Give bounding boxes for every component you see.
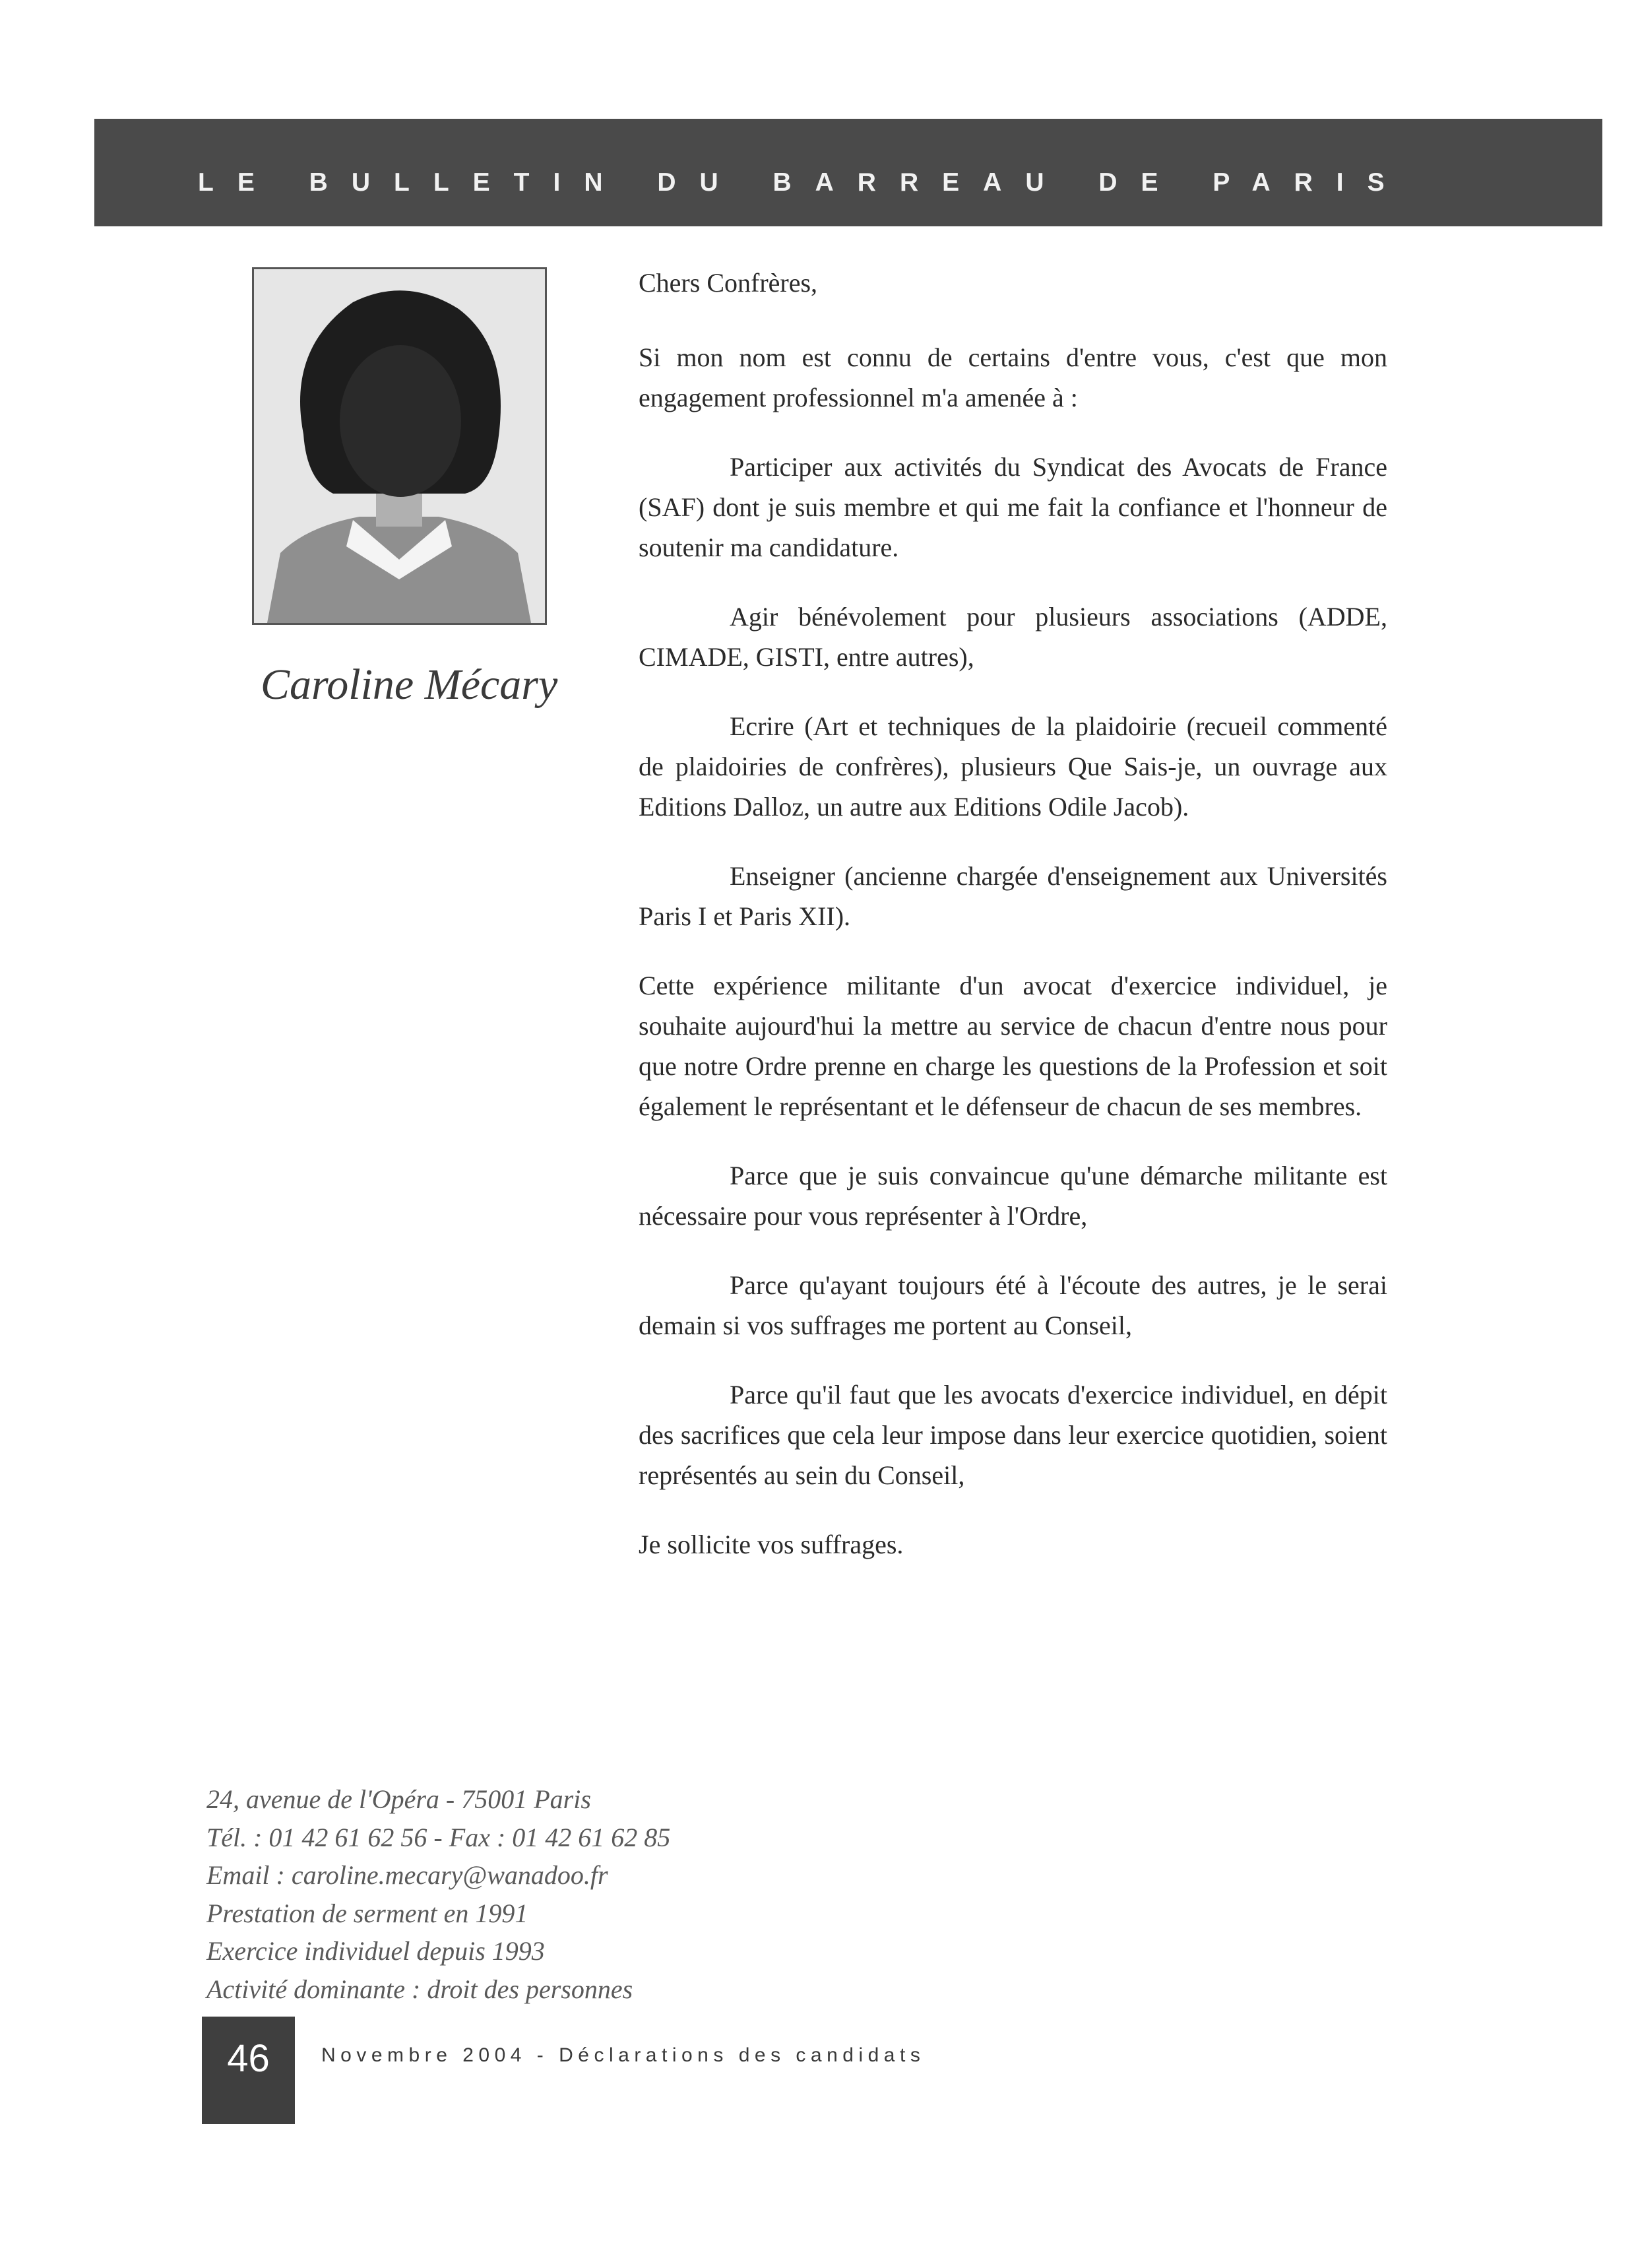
letter-paragraph: Enseigner (ancienne chargée d'enseignement aux Universités Paris I et Paris XII). [639, 861, 1387, 931]
contact-email: Email : caroline.mecary@wanadoo.fr [206, 1860, 608, 1890]
letter-paragraph: Cette expérience militante d'un avocat d'exercice individuel, je souhaite aujourd'hui la mettre au service de chacun d'entre nous pour que notre Ordre prenne en charge les questions de la Profession et soit également le représentant et le défenseur de chacun de ses membres. [639, 971, 1387, 1121]
contact-block [206, 1780, 670, 2008]
portrait-image [254, 269, 545, 623]
contact-practice: Exercice individuel depuis 1993 [206, 1936, 545, 1966]
letter-closing: Je sollicite vos suffrages. [639, 1530, 904, 1559]
letter-paragraph: Agir bénévolement pour plusieurs associations (ADDE, CIMADE, GISTI, entre autres), [639, 602, 1387, 672]
letter-paragraph: Parce qu'ayant toujours été à l'écoute des autres, je le serai demain si vos suffrages me portent au Conseil, [639, 1270, 1387, 1340]
salutation: Chers Confrères, [639, 268, 818, 298]
page-number-box [202, 2017, 295, 2124]
candidate-photo [252, 267, 547, 625]
letter-paragraph: Participer aux activités du Syndicat des Avocats de France (SAF) dont je suis membre et qui me fait la confiance et l'honneur de soutenir ma candidature. [639, 452, 1387, 562]
footer-caption: Novembre 2004 - Déclarations des candidats [321, 2044, 926, 2066]
contact-oath: Prestation de serment en 1991 [206, 1898, 528, 1928]
letter-paragraph: Si mon nom est connu de certains d'entre vous, c'est que mon engagement professionnel m'a amenée à : [639, 342, 1387, 412]
candidate-name: Caroline Mécary [261, 661, 558, 709]
letter-paragraph: Parce qu'il faut que les avocats d'exercice individuel, en dépit des sacrifices que cela leur impose dans leur exercice quotidien, soient représentés au sein du Conseil, [639, 1380, 1387, 1490]
contact-phone-fax: Tél. : 01 42 61 62 56 - Fax : 01 42 61 62 85 [206, 1822, 671, 1852]
contact-address: 24, avenue de l'Opéra - 75001 Paris [206, 1784, 591, 1814]
publication-title: LE BULLETIN DU BARREAU DE PARIS [198, 168, 1408, 197]
contact-activity: Activité dominante : droit des personnes [206, 1974, 633, 2004]
letter-paragraph: Parce que je suis convaincue qu'une démarche militante est nécessaire pour vous représenter à l'Ordre, [639, 1161, 1387, 1231]
letter-paragraph: Ecrire (Art et techniques de la plaidoirie (recueil commenté de plaidoiries de confrères), plusieurs Que Sais-je, un ouvrage aux Editions Dalloz, un autre aux Editions Odile Jacob). [639, 711, 1387, 822]
page-number: 46 [227, 2037, 270, 2080]
candidate-letter [639, 263, 1387, 1594]
